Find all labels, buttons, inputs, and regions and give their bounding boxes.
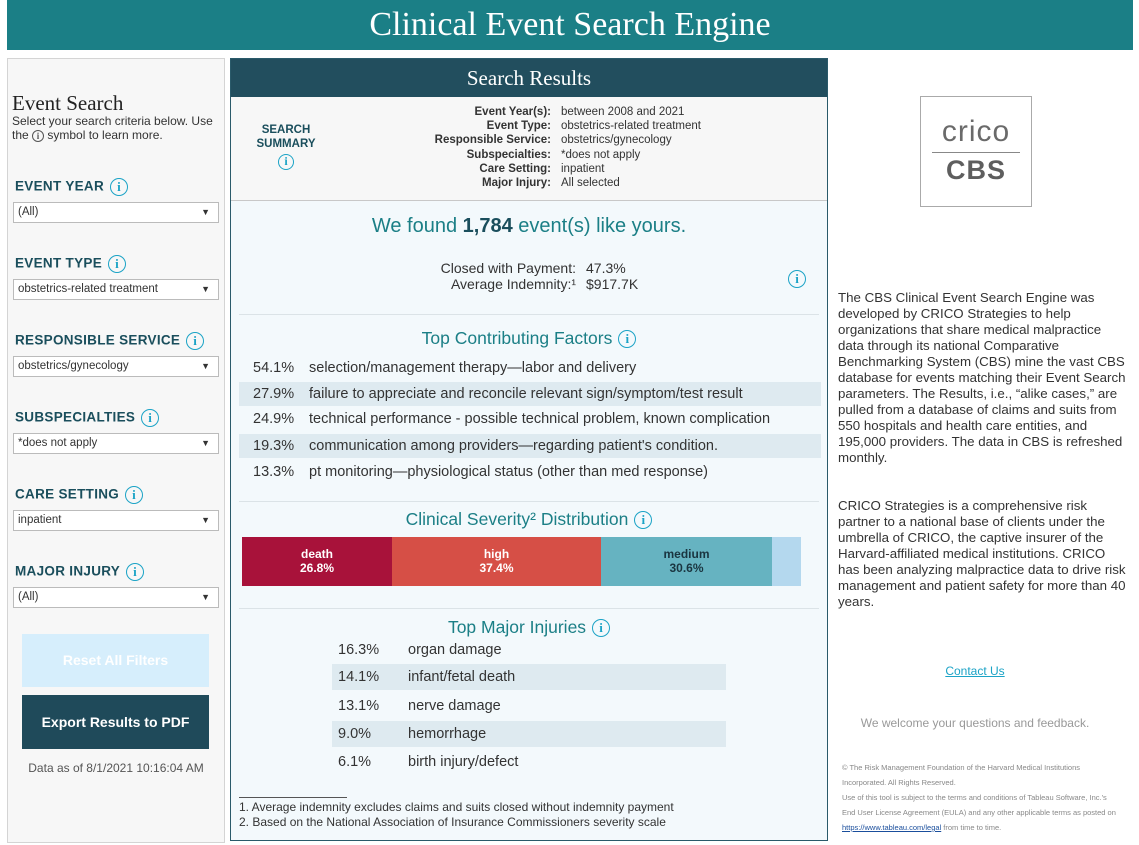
injury-row: 14.1% infant/fetal death	[332, 664, 726, 690]
summary-row: Responsible Service: obstetrics/gynecology	[434, 134, 672, 146]
injury-row: 13.1% nerve damage	[338, 698, 501, 714]
major-injury-dropdown[interactable]	[13, 587, 219, 608]
responsible-service-dropdown[interactable]	[13, 356, 219, 377]
divider	[239, 314, 819, 315]
search-summary-label: SEARCH SUMMARY i	[256, 124, 316, 168]
summary-row: Event Type: obstetrics-related treatment	[486, 120, 701, 132]
caret-down-icon: ▼	[201, 361, 210, 371]
desc-text-2: symbol to learn more.	[44, 128, 163, 142]
feedback-text: We welcome your questions and feedback.	[860, 716, 1090, 730]
caret-down-icon: ▼	[201, 438, 210, 448]
factor-row: 24.9% technical performance - possible technical problem, known complication	[253, 411, 771, 427]
responsible-service-label: RESPONSIBLE SERVICE i	[15, 332, 204, 350]
reset-filters-button[interactable]: Reset All Filters	[22, 634, 209, 687]
severity-bar	[242, 537, 800, 586]
events-found-count: 1,784	[462, 215, 513, 237]
caret-down-icon: ▼	[201, 207, 210, 217]
contact-us-link[interactable]: Contact Us	[945, 664, 1005, 678]
info-icon[interactable]: i	[110, 178, 128, 196]
divider	[239, 608, 819, 609]
summary-row: Event Year(s): between 2008 and 2021	[474, 106, 685, 118]
dropdown-value: (All)	[18, 206, 39, 218]
factor-row: 19.3% communication among providers—regarding patient's condition.	[239, 434, 821, 458]
event-type-dropdown[interactable]	[13, 279, 219, 300]
event-year-dropdown[interactable]	[13, 202, 219, 223]
search-summary	[231, 97, 827, 201]
severity-segment-medium[interactable]: medium 30.6%	[601, 537, 772, 586]
event-search-panel	[7, 58, 225, 843]
about-panel	[834, 58, 1132, 843]
app-title: Clinical Event Search Engine	[369, 6, 771, 43]
factor-row: 27.9% failure to appreciate and reconcile relevant sign/symptom/test result	[239, 382, 821, 406]
footnote-1: 1. Average indemnity excludes claims and suits closed without indemnity payment	[239, 800, 674, 814]
events-found-text: We found 1,784 event(s) like yours.	[371, 215, 687, 237]
care-setting-dropdown[interactable]	[13, 510, 219, 531]
info-icon[interactable]: i	[278, 154, 294, 170]
desc-text-1: Select your search criteria below. Use the	[12, 114, 213, 142]
injury-row: 9.0% hemorrhage	[332, 721, 726, 747]
factor-row: 54.1% selection/management therapy—labor and delivery	[253, 360, 637, 376]
major-injuries-title: Top Major Injuries i	[231, 617, 827, 638]
crico-cbs-logo: crico CBS	[920, 96, 1032, 207]
severity-segment-death[interactable]: death 26.8%	[242, 537, 392, 586]
severity-title: Clinical Severity² Distribution i	[231, 509, 827, 530]
caret-down-icon: ▼	[201, 284, 210, 294]
info-icon[interactable]: i	[788, 270, 806, 288]
payment-row: Closed with Payment: 47.3%	[440, 260, 626, 276]
injury-row: 6.1% birth injury/defect	[338, 754, 519, 770]
info-icon[interactable]: i	[186, 332, 204, 350]
subspecialties-label: SUBSPECIALTIES i	[15, 409, 159, 427]
dropdown-value: obstetrics-related treatment	[18, 283, 158, 295]
dropdown-value: *does not apply	[18, 437, 98, 449]
major-injury-label: MAJOR INJURY i	[15, 563, 144, 581]
event-search-title: Event Search	[12, 91, 124, 115]
dropdown-value: (All)	[18, 591, 39, 603]
injury-row: 16.3% organ damage	[338, 642, 502, 658]
footnote-2: 2. Based on the National Association of Insurance Commissioners severity scale	[239, 815, 666, 829]
data-timestamp: Data as of 8/1/2021 10:16:04 AM	[28, 761, 204, 775]
export-pdf-button[interactable]: Export Results to PDF	[22, 695, 209, 749]
payment-row: Average Indemnity:¹ $917.7K	[450, 276, 639, 292]
event-type-label: EVENT TYPE i	[15, 255, 126, 273]
search-results-title: Search Results	[231, 59, 827, 97]
info-icon[interactable]: i	[126, 563, 144, 581]
divider	[239, 501, 819, 502]
about-paragraph-2: CRICO Strategies is a comprehensive risk partner to a national base of clients under the umbrella of CRICO, the captive insurer of the Harvard-affiliated medical institutions. CRICO has been analyzing malpractice data to drive risk management and patient safety for more than 40 years.	[838, 498, 1126, 609]
event-year-label: EVENT YEAR i	[15, 178, 128, 196]
event-search-description	[12, 114, 222, 142]
info-icon[interactable]: i	[634, 511, 652, 529]
about-paragraph-1: The CBS Clinical Event Search Engine was developed by CRICO Strategies to help organizations that share medical malpractice data through its national Comparative Benchmarking System (CBS) mine the vast CBS database for events matching their Event Search parameters. The Results, i.e., “alike cases,” are pulled from a database of claims and suits from 550 hospitals and health care entities, and 195,000 providers. The data in CBS is refreshed monthly.	[838, 290, 1126, 465]
dropdown-value: inpatient	[18, 514, 62, 526]
info-icon[interactable]: i	[108, 255, 126, 273]
tableau-legal-link[interactable]: https://www.tableau.com/legal	[842, 823, 942, 832]
info-icon[interactable]: i	[125, 486, 143, 504]
caret-down-icon: ▼	[201, 592, 210, 602]
subspecialties-dropdown[interactable]	[13, 433, 219, 454]
severity-segment-low[interactable]	[772, 537, 801, 586]
info-icon: i	[32, 130, 44, 142]
dropdown-value: obstetrics/gynecology	[18, 360, 129, 372]
footnote-divider	[239, 797, 347, 798]
severity-segment-high[interactable]: high 37.4%	[392, 537, 601, 586]
info-icon[interactable]: i	[618, 330, 636, 348]
caret-down-icon: ▼	[201, 515, 210, 525]
app-header	[7, 0, 1133, 50]
info-icon[interactable]: i	[592, 619, 610, 637]
factor-row: 13.3% pt monitoring—physiological status (other than med response)	[253, 464, 708, 480]
care-setting-label: CARE SETTING i	[15, 486, 143, 504]
summary-row: Care Setting: inpatient	[479, 163, 605, 175]
legal-text: © The Risk Management Foundation of the Harvard Medical Institutions Incorporated. All Rights Reserved. Use of this tool is subject to the terms and conditions of Tableau Software, Inc.'s End User License Agreement (EULA) and any other applicable terms as posted on https://www.tableau.com/legal from time to time.	[842, 763, 1116, 832]
summary-row: Major Injury: All selected	[481, 177, 620, 189]
summary-row: Subspecialties: *does not apply	[466, 149, 641, 161]
search-results-panel	[230, 58, 828, 841]
info-icon[interactable]: i	[141, 409, 159, 427]
contributing-factors-title: Top Contributing Factors i	[231, 328, 827, 349]
